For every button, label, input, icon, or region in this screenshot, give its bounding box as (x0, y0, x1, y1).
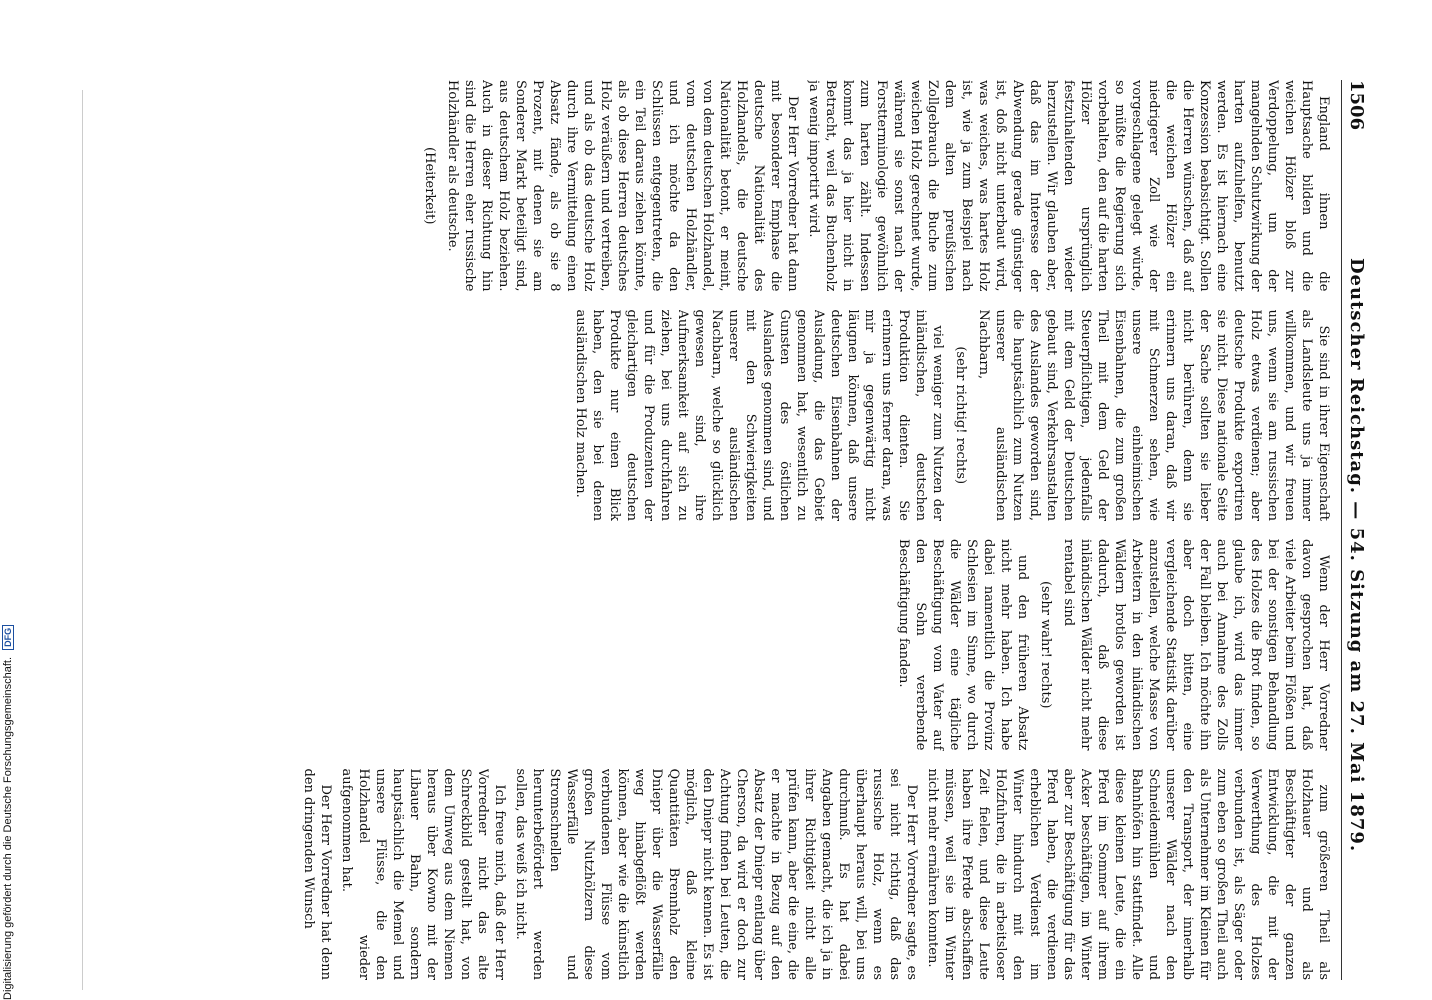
rotated-page-content (92, 80, 1372, 980)
interjection: (Heiterkeit) (422, 147, 437, 225)
text-columns (92, 80, 1332, 980)
paragraph: Der Herr Vorredner sagte, es sei nicht richtig, daß das russische Holz, wenn es überhaupt heraus will, bei uns durchmuß. Es hat dabei Angaben gemacht, die ich ja in ihrer Richtigkeit nicht alle prüfen kann, aber die eine, die er machte in Bezug auf den Absatz der Dniepr entlang über Cherson, da wird er doch zur Achtung finden bei Leuten, die den Dniepr nicht kennen. Es ist möglich, daß kleine Quantitäten Brennholz den Dniepr über die Wasserfälle weg hinabgeflößt werden können, aber wie die künstlich verbundenen Flüsse vom großen Nutzhölzern diese Wasserfälle und Stromschnellen herunterbefördert werden sollen, das weiß ich nicht. (513, 768, 919, 980)
page-edge-rule (82, 90, 83, 990)
paragraph: zum größeren Theil als Holzhauer und als Beschäftigter der ganzen Entwicklung, die mit der Verwerthung des Holzes verbunden ist, als Säger oder zum eben so großen Theil auch als Unternehmer im Kleinen für den Transport, der innerhalb unserer Wälder nach den Schneidemühlen und Bahnhöfen hin stattfindet. Alle diese kleinen Leute, die ein Pferd im Sommer auf ihrem Acker beschäftigen, im Winter aber zur Beschäftigung für das Pferd haben, die verdienen erheblichen Verdienst im Winter hindurch mit den Holzfuhren, die in arbeitsloser Zeit fielen, und diese Leute haben ihre Pferde abschaffen müssen, weil sie im Winter nicht mehr ernähren konnten. (925, 768, 1331, 980)
digitization-credit (2, 625, 14, 1000)
running-title: Deutscher Reichstag. — 54. Sitzung am 27. Mai 1879. (1346, 257, 1368, 853)
paragraph: viel weniger zum Nutzen der inländischen, deutschen Produktion dienten. Sie erinnern uns ferner daran, was mir ja gegenwärtig nicht läugnen können, daß unsere deutschen Eisenbahnen der Ausladung, die das Gebiet genommen hat, wesentlich zu Gunsten des östlichen Auslandes genommen sind, und mit den Schwierigkeiten unserer ausländischen Nachbarn, welche so glücklich gewesen sind, ihre Aufmerksamkeit auf sich zu ziehen, bei uns durchfahren und für die Produzenten der gleichartigen deutschen Produkte nur einen Blick haben, den sie bei denen ausländischen Holz machen. (573, 309, 945, 521)
page-number: 1506 (1346, 80, 1368, 131)
dfg-logo: DFG (2, 625, 14, 650)
paragraph: Der Herr Vorredner hat dann mit besonderer Emphase die deutsche Nationalität des Holzhandels, die deutsche Nationalität betont, er meint, von dem deutschen Holzhandel, vom deutschen Holzhändler, und ich möchte da den Schlüssen entgegentreten, die ein Teil daraus ziehen könnte, als ob diese Herren deutsches Holz veräußern und vertreiben, und als ob das deutsche Holz durch ihre Vermittelung einen Absatz fände, als ob sie 8 Prozent, mit denen sie am Sonderer Markt beteiligt sind, aus deutschem Holz beziehen. Auch in dieser Richtung hin sind die Herren eher russische Holzhändler als deutsche. (445, 80, 800, 292)
paragraph: Wenn der Herr Vorredner davon gesprochen hat, daß viele Arbeiter beim Flößen und bei der sonstigen Behandlung des Holzes die Brot finden, so glaube ich, wird das immer auch bei Annahme des Zolls der Fall bleiben. Ich möchte ihn aber doch bitten, eine vergleichende Statistik darüber anzustellen, welche Masse von Arbeitern in den inländischen Wäldern brotlos geworden ist dadurch, daß diese inländischen Wälder nicht mehr rentabel sind (1061, 539, 1331, 751)
column-3 (92, 539, 1332, 751)
paragraph: Der Herr Vorredner hat denn den dringenden Wunsch (301, 768, 333, 980)
paragraph: Ich freue mich, daß der Herr Vorredner nicht das alte Schreckbild gestellt hat, von dem Umweg aus dem Niemen heraus über Kowno mit der Libauer Bahn, sondern hauptsächlich die Memel und unsere Flüsse, die den Holzhandel wieder aufgenommen hat. (339, 768, 507, 980)
interjection: (sehr richtig! rechts) (953, 346, 968, 485)
paragraph: England ihnen die Hauptsache bilden und die weichen Hölzer bloß zur Verdoppelung, um der mangelnden Schutzwirkung der harten aufzuhelfen, benutzt werden. Es ist hiernach eine Konzession beabsichtigt. Sollen die Herren wünschen, daß auf die weichen Hölzer ein niedrigerer Zoll wie der vorgeschlagene gelegt würde, so müßte die Regierung sich vorbehalten, den auf die harten Hölzer ursprünglich festzuhaltenden wieder herzustellen. Wir glauben aber, daß das im Interesse der Abwendung gerade günstiger ist, doß nicht unterbaut wird, was weiches, was hartes Holz ist, wie ja zum Beispiel nach dem alten preußischen Zollgebrauch die Buche zum weichen Holz gerechnet wurde, während sie sonst nach der Forstterminologie gewöhnlich zum harten zählt. Indessen kommt das ja hier nicht in Betracht, weil das Buchenholz ja wenig importirt wird. (806, 80, 1331, 292)
paragraph: Sie sind in ihrer Eigenschaft als Landsleute uns ja immer willkommen, und wir freuen uns, wenn sie am russischen Holz etwas verdienen; aber deutsche Produkte exportiren sie nicht. Diese nationale Seite der Sache sollten sie lieber nicht berühren, denn sie erinnern uns daran, daß wir mit Schmerzen sehen, wie unsere einheimischen Eisenbahnen, die zum großen Theil mit dem Geld der Steuerpflichtigen, jedenfalls mit dem Geld der Deutschen gebaut sind, Verkehrsanstalten des Auslandes geworden sind, die hauptsächlich zum Nutzen unserer ausländischen Nachbarn, (976, 309, 1331, 521)
column-2 (92, 310, 1332, 522)
interjection: (sehr wahr! rechts) (1038, 580, 1053, 709)
credit-text: Digitalisierung gefördert durch die Deutsche Forschungsgemeinschaft. (2, 656, 14, 1000)
column-1 (92, 80, 1332, 292)
column-4 (92, 769, 1332, 981)
page-header (1341, 80, 1372, 980)
paragraph: und den früheren Absatz nicht mehr haben. Ich habe dabei namentlich die Provinz Schlesien im Sinne, wo durch die Wälder eine tägliche Beschäftigung vom Vater auf den Sohn vererbende Beschäftigung fanden. (896, 539, 1030, 751)
